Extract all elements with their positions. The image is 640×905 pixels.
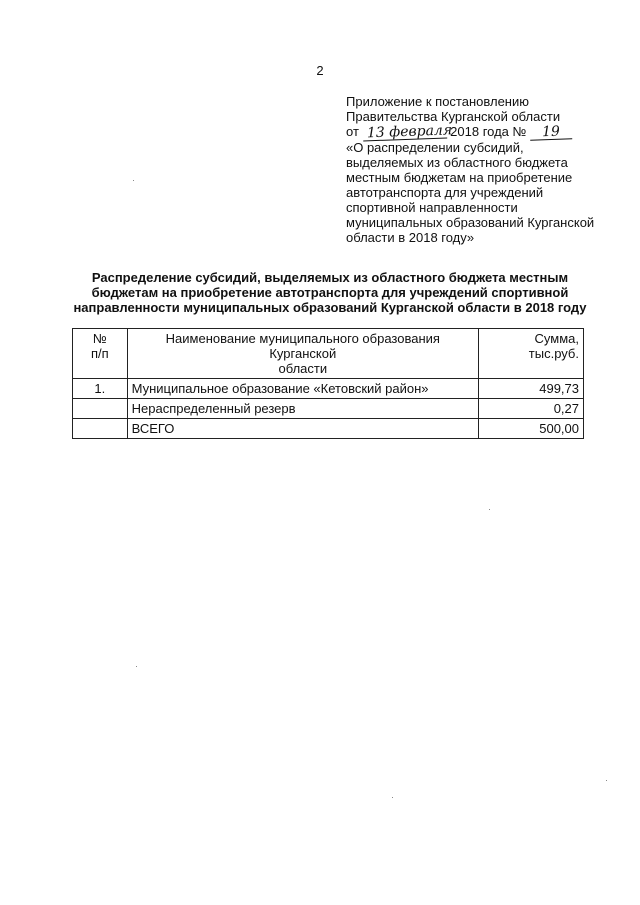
row-num (73, 419, 128, 439)
appendix-title-line: области в 2018 году» (346, 230, 475, 245)
table-header-row (73, 329, 584, 379)
header-sum-line1: Сумма, (534, 331, 579, 346)
appendix-block (346, 94, 596, 245)
row-sum: 500,00 (478, 419, 583, 439)
subsidies-table (72, 328, 584, 439)
header-sum-line2: тыс.руб. (528, 346, 579, 361)
scan-speck (606, 780, 607, 781)
scan-speck (133, 180, 134, 181)
table-row (73, 399, 584, 419)
table-row (73, 379, 584, 399)
handwritten-number: 19 (530, 125, 572, 140)
heading-line: направленности муниципальных образований Курганской области в 2018 году (73, 300, 587, 315)
scan-speck (136, 666, 137, 667)
heading-line: бюджетам на приобретение автотранспорта для учреждений спортивной (91, 285, 569, 300)
row-sum: 0,27 (478, 399, 583, 419)
document-heading (60, 270, 600, 315)
appendix-line-2: Правительства Курганской области (346, 109, 561, 124)
header-name (127, 329, 478, 379)
header-num (73, 329, 128, 379)
appendix-title-line: «О распределении субсидий, (346, 140, 524, 155)
row-num (73, 399, 128, 419)
appendix-line-1: Приложение к постановлению (346, 94, 529, 109)
appendix-date-line (346, 124, 596, 140)
row-name: Муниципальное образование «Кетовский район» (127, 379, 478, 399)
appendix-title-line: местным бюджетам на приобретение (346, 170, 573, 185)
scan-speck (392, 797, 393, 798)
appendix-title-line: выделяемых из областного бюджета (346, 155, 568, 170)
appendix-from-label: от (346, 124, 359, 139)
appendix-title-line: муниципальных образований Курганской (346, 215, 595, 230)
header-num-line1: № (92, 331, 107, 346)
appendix-title-line: спортивной направленности (346, 200, 518, 215)
heading-line: Распределение субсидий, выделяемых из областного бюджета местным (91, 270, 569, 285)
scan-speck (489, 509, 490, 510)
table-row-total (73, 419, 584, 439)
header-sum (478, 329, 583, 379)
row-name: ВСЕГО (127, 419, 478, 439)
header-name-line2: области (278, 361, 328, 376)
header-name-line1: Наименование муниципального образования Курганской (165, 331, 440, 361)
row-sum: 499,73 (478, 379, 583, 399)
page-number: 2 (316, 63, 324, 78)
header-num-line2: п/п (90, 346, 109, 361)
handwritten-date: 13 февраля (362, 125, 446, 142)
appendix-title-line: автотранспорта для учреждений (346, 185, 544, 200)
row-name: Нераспределенный резерв (127, 399, 478, 419)
row-num: 1. (73, 379, 128, 399)
appendix-year-text: 2018 года № (450, 124, 527, 139)
